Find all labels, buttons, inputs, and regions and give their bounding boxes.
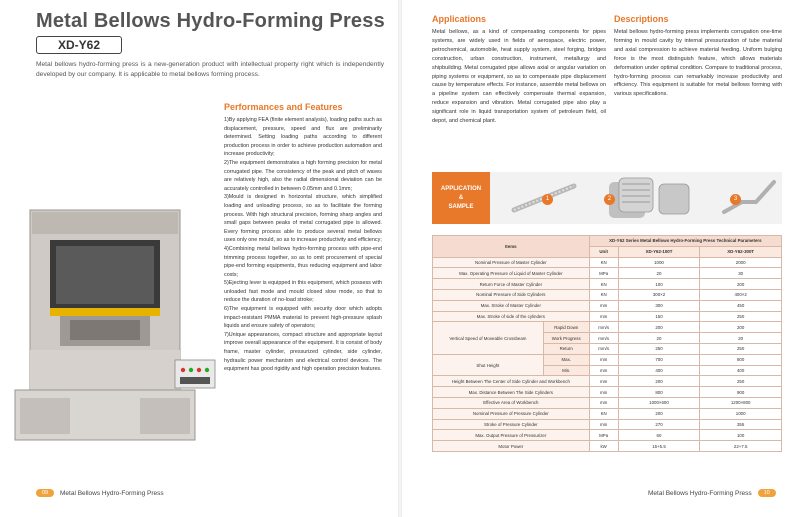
unit-header: Unit xyxy=(589,246,618,257)
sub-label: Work Progress xyxy=(543,333,589,344)
unit-cell: mm xyxy=(589,419,618,430)
unit-cell: mm xyxy=(589,387,618,398)
table-row xyxy=(433,408,782,419)
row-label: Effective Area of Workbench xyxy=(433,397,590,408)
value-a-cell: 300 xyxy=(618,300,700,311)
sample-number: 3 xyxy=(730,194,741,205)
value-a-cell: 15+5.5 xyxy=(618,441,700,452)
table-row xyxy=(433,257,782,268)
value-a-cell: 1000 xyxy=(618,257,700,268)
sample-band xyxy=(432,172,782,224)
unit-cell: KN xyxy=(589,408,618,419)
value-b-cell: 250 xyxy=(700,343,782,354)
value-b-cell: 20 xyxy=(700,333,782,344)
value-b-cell: 250 xyxy=(700,376,782,387)
feature-item: 2)The equipment demonstrates a high forming precision for metal corrugated pipe. The consistency of the peak and pitch of waves are relatively high, also the radial dimensional deviation can be accurately controlled in between 0.05mm and 0.1mm; xyxy=(224,159,382,192)
sample-label xyxy=(432,172,490,224)
row-label: Nominal Pressure of Side Cylinders xyxy=(433,289,590,300)
value-b-cell: 200 xyxy=(700,322,782,333)
unit-cell: mm/s xyxy=(589,333,618,344)
group-label: Vertical Speed of Moveable Crossbeam xyxy=(433,322,544,354)
value-b-cell: 450 xyxy=(700,300,782,311)
table-row xyxy=(433,354,782,365)
sub-label: Rapid Down xyxy=(543,322,589,333)
row-label: Max. Stroke of Master Cylinder xyxy=(433,300,590,311)
row-label: Nominal Pressure of Pressure Cylinder xyxy=(433,408,590,419)
value-a-cell: 60 xyxy=(618,430,700,441)
row-label: Max. Stroke of side of the cylinders xyxy=(433,311,590,322)
applications-text: Metal bellows, as a kind of compensating components for pipes systems, are widely used in fields of aerospace, electric power, petrochemical, automobile, heat supply system, steel forging, bridges construction, urban construction, instrument, metallurgy and shipbuilding. Metal corrugated pipe allows axial or angular variation on piping systems or equipment, so as to compensate pipe displacement cause by temperature effects. For instance, assemble metal bellows on a pipeline system can effectively compensate thermal expansion, reduce expansion and vibration. Metal corrugated pipe also play a significant role in liquid transportation system of petroleum field, oil depot, and chemical plant. xyxy=(432,29,606,125)
value-a-cell: 20 xyxy=(618,268,700,279)
value-b-cell: 100 xyxy=(700,430,782,441)
row-label: Max. Output Pressure of Pressurizer xyxy=(433,430,590,441)
table-row xyxy=(433,419,782,430)
footer-text: Metal Bellows Hydro-Forming Press xyxy=(648,489,752,497)
value-a-cell: 200 xyxy=(618,408,700,419)
table-row xyxy=(433,387,782,398)
value-b-cell: 1200×800 xyxy=(700,397,782,408)
unit-cell: mm xyxy=(589,354,618,365)
table-body-bottom xyxy=(433,376,782,452)
press-machine-illustration xyxy=(10,200,220,450)
page-number: 09 xyxy=(36,489,54,497)
footer-text: Metal Bellows Hydro-Forming Press xyxy=(60,489,164,497)
descriptions-text: Metal bellows hydro-forming press implements corrugation one-time forming in mould cavity by internal pressurization of tube material and axial compression to achieve material feeding. Uniform bulging force is the most distinguish feature, which allows materials deformation under optimal condition. Compare to traditional process, hydro-forming process can remarkably increase productivity and efficiency. This equipment is suitable for metal bellows forming with various specifications. xyxy=(614,29,782,98)
feature-item: 5)Ejecting lever is equipped in this equipment, which possess with unloaded fast mode and mould closed slow mode, so that to reduce the duration of no-load stroke; xyxy=(224,280,382,304)
value-b-cell: 2000 xyxy=(700,257,782,268)
value-b-cell: 400×2 xyxy=(700,289,782,300)
items-header: Items xyxy=(433,236,590,258)
value-a-cell: 400 xyxy=(618,365,700,376)
row-label: Stroke of Pressure Cylinder xyxy=(433,419,590,430)
unit-cell: mm xyxy=(589,300,618,311)
unit-cell: KN xyxy=(589,289,618,300)
value-b-cell: 800 xyxy=(700,354,782,365)
table-row xyxy=(433,397,782,408)
feature-item: 1)By applying FEA (finite element analysis), loading paths such as displacement, pressure, speed and flux are preliminarily determined. Setting loading paths according to different production process in order to achieve production automation and increase productivity; xyxy=(224,117,382,158)
sub-label: Return xyxy=(543,343,589,354)
performance-heading: Performances and Features xyxy=(224,102,343,112)
sample-number: 1 xyxy=(542,194,553,205)
sub-label: Max. xyxy=(543,354,589,365)
row-label: Max. Distance Between The Side Cylinders xyxy=(433,387,590,398)
page-title: Metal Bellows Hydro-Forming Press xyxy=(36,10,385,32)
left-footer xyxy=(36,489,164,497)
value-b-cell: 900 xyxy=(700,387,782,398)
value-a-cell: 800 xyxy=(618,387,700,398)
sample-label-line: APPLICATION xyxy=(440,185,482,192)
value-b-cell: 22+7.5 xyxy=(700,441,782,452)
row-label: Height Between The Center of Side Cylinder and Workbench xyxy=(433,376,590,387)
row-label: Max. Operating Pressure of Liquid of Master Cylinder xyxy=(433,268,590,279)
unit-cell: MPa xyxy=(589,430,618,441)
value-a-cell: 20 xyxy=(618,333,700,344)
value-a-cell: 700 xyxy=(618,354,700,365)
value-a-cell: 250 xyxy=(618,343,700,354)
unit-cell: MPa xyxy=(589,268,618,279)
descriptions-heading: Descriptions xyxy=(614,14,669,24)
unit-cell: mm/s xyxy=(589,322,618,333)
row-label: Nominal Pressure of Master Cylinder xyxy=(433,257,590,268)
table-row xyxy=(433,376,782,387)
row-label: Motor Power xyxy=(433,441,590,452)
group-header: XD-Y62 Series Metal Bellows Hydro-Forming Press Technical Parameters xyxy=(589,236,781,247)
page-number: 10 xyxy=(758,489,776,497)
sample-number: 2 xyxy=(604,194,615,205)
unit-cell: KN xyxy=(589,279,618,290)
model-a-header: XD-Y62-100T xyxy=(618,246,700,257)
right-footer xyxy=(648,489,776,497)
value-a-cell: 270 xyxy=(618,419,700,430)
value-a-cell: 300×2 xyxy=(618,289,700,300)
unit-cell: mm xyxy=(589,365,618,376)
table-row xyxy=(433,430,782,441)
unit-cell: mm xyxy=(589,397,618,408)
table-body-top xyxy=(433,257,782,322)
feature-item: 7)Unique appearances, compact structure and appropriate layout improve overall appearance of the equipment. It is consist of body frame, master cylinder, pressurized cylinder, side cylinder, hydraulic power mechanism and electrical control devices. The equipment has good rigidity and high operation precision features. xyxy=(224,331,382,373)
sample-label-line: & xyxy=(458,194,464,201)
unit-cell: mm xyxy=(589,311,618,322)
sample-label-line: SAMPLE xyxy=(448,203,474,210)
value-b-cell: 250 xyxy=(700,311,782,322)
table-row xyxy=(433,289,782,300)
unit-cell: KN xyxy=(589,257,618,268)
value-b-cell: 400 xyxy=(700,365,782,376)
unit-cell: mm xyxy=(589,376,618,387)
feature-item: 3)Mould is designed in horizontal structure, which simplified loading and unloading process, so as to facilitate the forming process. With high structural precision, forming sharp angles and small gaps between peaks of metal corrugated pipe is allowed. Every forming process able to produce several metal bellows uses only one mould, so as to increase productivity and efficiency; xyxy=(224,194,382,244)
performance-list xyxy=(224,116,382,374)
unit-cell: kW xyxy=(589,441,618,452)
table-row xyxy=(433,322,782,333)
value-a-cell: 150 xyxy=(618,311,700,322)
table-row xyxy=(433,300,782,311)
value-b-cell: 1000 xyxy=(700,408,782,419)
intro-text: Metal bellows hydro-forming press is a new-generation product with intellectual property right which is independently developed by our company. It is applicable to metal bellows forming process. xyxy=(36,61,384,78)
unit-cell: mm/s xyxy=(589,343,618,354)
table-row xyxy=(433,311,782,322)
value-b-cell: 30 xyxy=(700,268,782,279)
applications-heading: Applications xyxy=(432,14,487,24)
feature-item: 4)Combining metal bellows hydro-forming process with pipe-end trimming process together, so as to omit procurement of special pipe-end forming equipments, thus reducing equipment and labor costs; xyxy=(224,245,382,278)
row-label: Return Force of Master Cylinder xyxy=(433,279,590,290)
feature-item: 6)The equipment is equipped with security door which adopts impact-resistant PMMA material to prevent high-pressure splash liquids and ensure safety of operators; xyxy=(224,306,382,330)
value-a-cell: 200 xyxy=(618,376,700,387)
model-b-header: XD-Y62-300T xyxy=(700,246,782,257)
sub-label: Min. xyxy=(543,365,589,376)
table-row xyxy=(433,279,782,290)
value-a-cell: 1000×600 xyxy=(618,397,700,408)
value-b-cell: 355 xyxy=(700,419,782,430)
table-body-shut xyxy=(433,354,782,376)
value-b-cell: 200 xyxy=(700,279,782,290)
table-row xyxy=(433,268,782,279)
group-label: Shut Height xyxy=(433,354,544,376)
spec-table xyxy=(432,235,782,452)
value-a-cell: 200 xyxy=(618,322,700,333)
value-a-cell: 100 xyxy=(618,279,700,290)
table-row xyxy=(433,441,782,452)
model-badge: XD-Y62 xyxy=(36,36,122,54)
table-body-speed xyxy=(433,322,782,354)
right-page xyxy=(400,0,800,517)
